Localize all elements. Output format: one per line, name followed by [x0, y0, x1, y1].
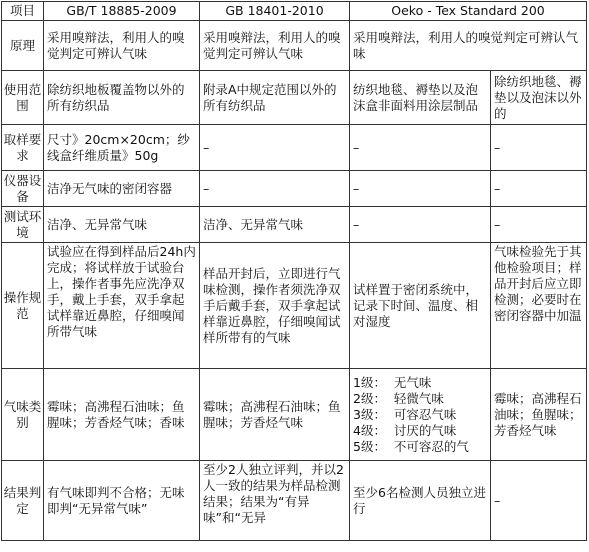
row-label-environment: 测试环境: [2, 207, 44, 243]
cell-sampling-oeko-tex-b: –: [491, 125, 587, 171]
odor-level-3: 3级： 可容忍气味: [353, 406, 457, 422]
cell-sampling-gb18401: –: [200, 125, 350, 171]
header-oeko-tex: Oeko - Tex Standard 200: [350, 2, 587, 21]
cell-sampling-gbt18885: 尺寸》20cm×20cm；纱线盒纤维质量》50g: [44, 125, 200, 171]
cell-sampling-oeko-tex-a: –: [350, 125, 491, 171]
cell-scope-gb18401: 附录A中规定范围以外的所有纺织品: [200, 71, 350, 125]
row-environment: [2, 207, 587, 243]
cell-result-gb18401: 至少2人独立评判，并以2人一致的结果为样品检测结果；结果为“有异味”和“无异: [200, 461, 350, 541]
cell-odor-gb18401: 霉味；高沸程石油味；鱼腥味；芳香烃气味: [200, 369, 350, 461]
cell-result-oeko-tex-a: 至少6名检测人员独立进行: [350, 461, 491, 541]
cell-odor-oeko-tex-b: 霉味；高沸程石油味；鱼腥味；芳香烃气味: [491, 369, 587, 461]
cell-scope-oeko-tex-a: 纺织地毯、褥垫以及泡沫盒非面料用涂层制品: [350, 71, 491, 125]
row-label-odor-categories: 气味类别: [2, 369, 44, 461]
cell-equipment-oeko-tex-b: –: [491, 171, 587, 207]
row-label-result: 结果判定: [2, 461, 44, 541]
row-label-procedure: 操作规范: [2, 243, 44, 369]
row-label-equipment: 仪器设备: [2, 171, 44, 207]
cell-procedure-gbt18885: 试验应在得到样品后24h内完成；将试样放于试验台上，操作者事先应洗净双手，戴上手套，双手拿起试样靠近鼻腔，仔细嗅闻所带气味: [44, 243, 200, 369]
row-odor-categories: [2, 369, 587, 461]
header-gb18401: GB 18401-2010: [200, 2, 350, 21]
odor-level-5: 5级： 不可容忍的气: [353, 438, 469, 454]
header-gbt18885: GB/T 18885-2009: [44, 2, 200, 21]
cell-principle-gbt18885: 采用嗅辩法，利用人的嗅觉判定可辨认气味: [44, 21, 200, 71]
cell-scope-oeko-tex-b: 除纺织地毯、褥垫以及泡沫以外的: [491, 71, 587, 125]
header-item: 项目: [2, 2, 44, 21]
header-row: [2, 2, 587, 21]
cell-procedure-oeko-tex-b: 气味检验先于其他检验项目；样品开封后应立即检测；必要时在密闭容器中加温: [491, 243, 587, 369]
cell-procedure-oeko-tex-a: 试样置于密闭系统中，记录下时间、温度、相对湿度: [350, 243, 491, 369]
cell-scope-gbt18885: 除纺织地板覆盖物以外的所有纺织品: [44, 71, 200, 125]
cell-environment-oeko-tex-b: –: [491, 207, 587, 243]
cell-odor-oeko-tex-levels: [350, 369, 491, 461]
cell-procedure-gb18401: 样品开封后，立即进行气味检测，操作者须洗净双手后戴手套，双手拿起试样靠近鼻腔，仔细嗅闻试样所带有的气味: [200, 243, 350, 369]
cell-equipment-oeko-tex-a: –: [350, 171, 491, 207]
odor-standards-table: [1, 1, 587, 541]
row-sampling: [2, 125, 587, 171]
odor-level-2: 2级： 轻微气味: [353, 390, 444, 406]
cell-equipment-gb18401: –: [200, 171, 350, 207]
cell-equipment-gbt18885: 洁净无气味的密闭容器: [44, 171, 200, 207]
cell-environment-gbt18885: 洁净、无异常气味: [44, 207, 200, 243]
cell-result-gbt18885: 有气味即判不合格；无味即判“无异常气味”: [44, 461, 200, 541]
odor-level-1: 1级： 无气味: [353, 374, 432, 390]
row-label-principle: 原理: [2, 21, 44, 71]
cell-result-oeko-tex-b: –: [491, 461, 587, 541]
row-label-scope: 使用范围: [2, 71, 44, 125]
row-result: [2, 461, 587, 541]
cell-environment-gb18401: 洁净、无异常气味: [200, 207, 350, 243]
row-principle: [2, 21, 587, 71]
row-scope: [2, 71, 587, 125]
row-equipment: [2, 171, 587, 207]
row-label-sampling: 取样要求: [2, 125, 44, 171]
row-procedure: [2, 243, 587, 369]
odor-level-4: 4级： 讨厌的气味: [353, 422, 457, 438]
cell-odor-gbt18885: 霉味；高沸程石油味；鱼腥味；芳香烃气味；香味: [44, 369, 200, 461]
cell-principle-oeko-tex: 采用嗅辩法，利用人的嗅觉判定可辨认气味: [350, 21, 587, 71]
cell-environment-oeko-tex-a: –: [350, 207, 491, 243]
cell-principle-gb18401: 采用嗅辩法，利用人的嗅觉判定可辨认气味: [200, 21, 350, 71]
